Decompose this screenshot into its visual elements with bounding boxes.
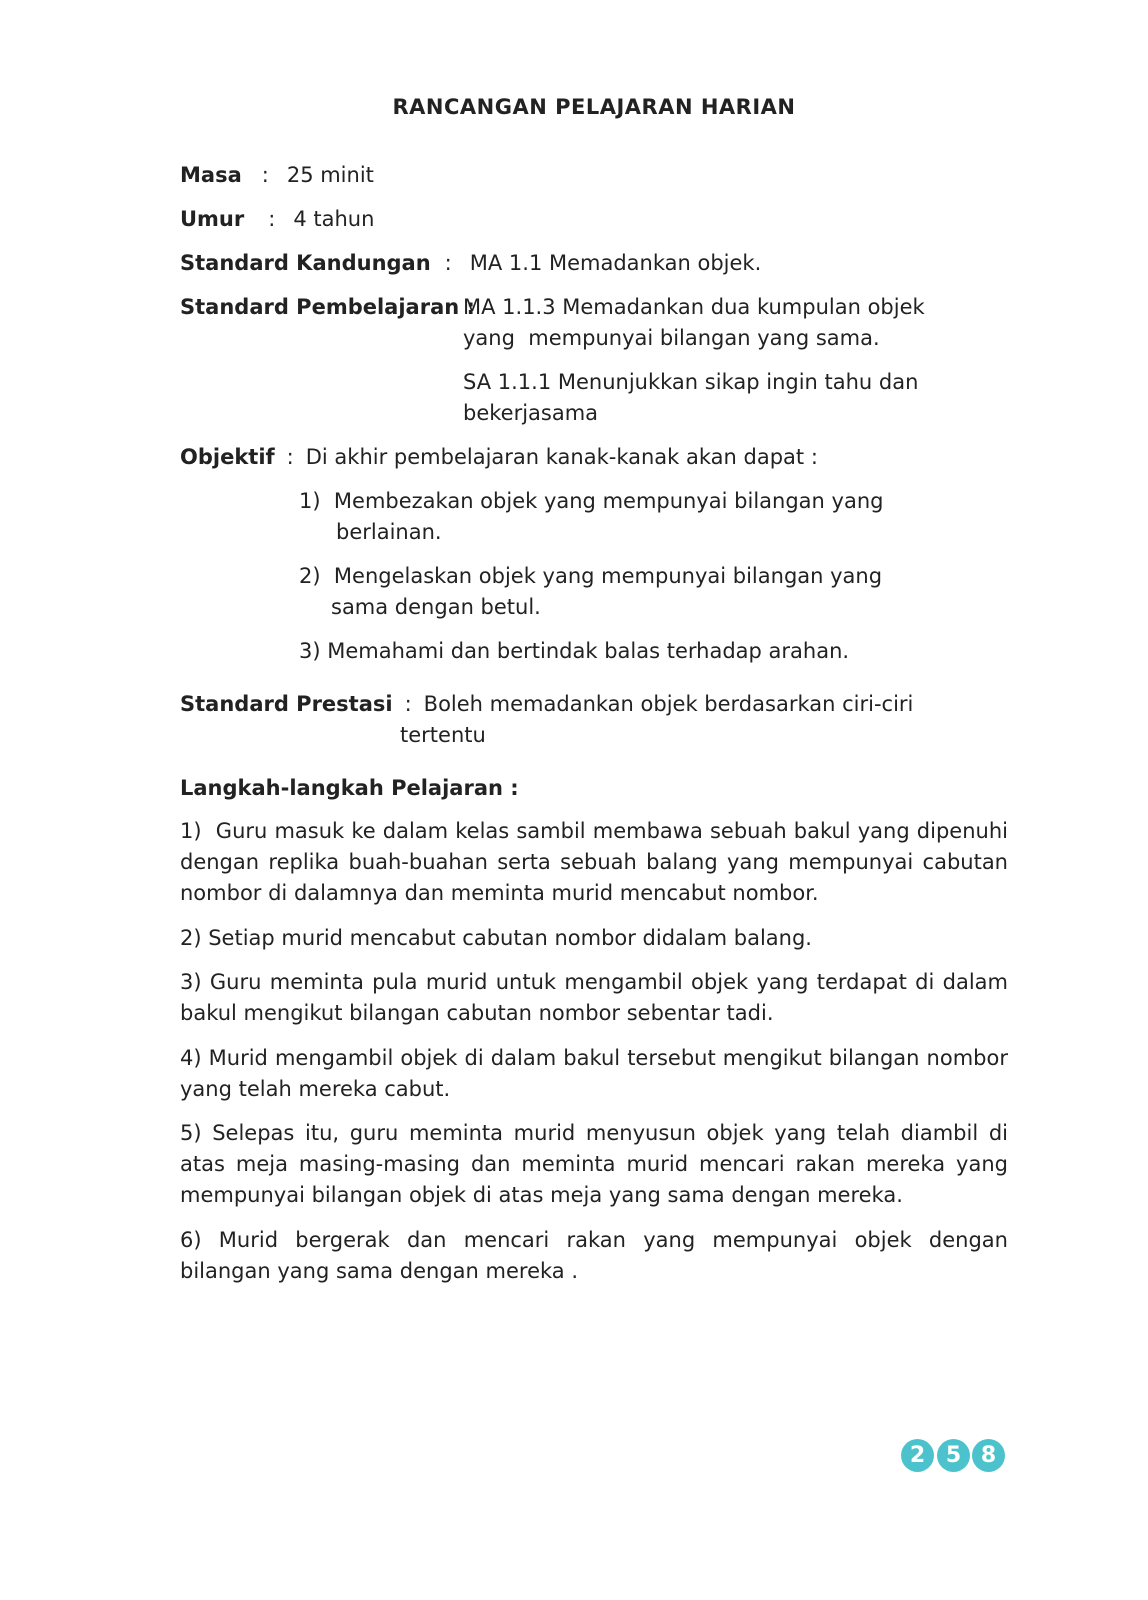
step: 2) Setiap murid mencabut cabutan nombor didalam balang. bbox=[180, 926, 812, 950]
masa-value: 25 minit bbox=[286, 163, 374, 187]
objektif-item: 3) Memahami dan bertindak balas terhadap arahan. bbox=[299, 639, 850, 663]
sp-line: bekerjasama bbox=[463, 401, 599, 425]
sp-line: MA 1.1.3 Memadankan dua kumpulan objek bbox=[463, 295, 925, 319]
masa-label: Masa bbox=[180, 163, 242, 187]
objektif-item: 1) Membezakan objek yang mempunyai bilangan yang bbox=[299, 489, 884, 513]
page-number-digit: 5 bbox=[937, 1439, 970, 1472]
step: 3) Guru meminta pula murid untuk mengambil objek yang terdapat di dalam bakul mengikut bilangan cabutan nombor sebentar tadi. bbox=[180, 970, 1008, 1025]
spr-line: Boleh memadankan objek berdasarkan ciri-ciri bbox=[423, 692, 914, 716]
objektif-intro: Di akhir pembelajaran kanak-kanak akan dapat : bbox=[305, 445, 818, 469]
step: 5) Selepas itu, guru meminta murid menyusun objek yang telah diambil di atas meja masing-masing dan meminta murid mencari rakan mereka yang mempunyai bilangan objek di atas meja yang sama dengan mereka. bbox=[180, 1121, 1008, 1207]
sk-value: MA 1.1 Memadankan objek. bbox=[469, 251, 762, 275]
masa-row: Masa : 25 minit bbox=[180, 163, 374, 187]
langkah-heading: Langkah-langkah Pelajaran : bbox=[180, 776, 519, 800]
sk-label: Standard Kandungan bbox=[180, 251, 431, 275]
page-number-digit: 8 bbox=[972, 1439, 1005, 1472]
step: 6) Murid bergerak dan mencari rakan yang mempunyai objek dengan bilangan yang sama dengan mereka . bbox=[180, 1228, 1008, 1283]
objektif-item: sama dengan betul. bbox=[331, 595, 541, 619]
umur-value: 4 tahun bbox=[293, 207, 375, 231]
objektif-row: Objektif : Di akhir pembelajaran kanak-kanak akan dapat : bbox=[180, 445, 818, 469]
sp-line: SA 1.1.1 Menunjukkan sikap ingin tahu dan bbox=[463, 370, 919, 394]
sp-label: Standard Pembelajaran : bbox=[180, 295, 475, 319]
page-title: RANCANGAN PELAJARAN HARIAN bbox=[392, 95, 796, 119]
objektif-item: berlainan. bbox=[336, 520, 442, 544]
spr-line: tertentu bbox=[400, 723, 486, 747]
page-number-digit: 2 bbox=[901, 1439, 934, 1472]
objektif-item: 2) Mengelaskan objek yang mempunyai bilangan yang bbox=[299, 564, 883, 588]
step: 4) Murid mengambil objek di dalam bakul tersebut mengikut bilangan nombor yang telah mereka cabut. bbox=[180, 1046, 1008, 1101]
spr-label: Standard Prestasi bbox=[180, 692, 393, 716]
sp-line: yang mempunyai bilangan yang sama. bbox=[463, 326, 880, 350]
objektif-label: Objektif bbox=[180, 445, 275, 469]
standard-prestasi-row: Standard Prestasi : Boleh memadankan objek berdasarkan ciri-ciri bbox=[180, 692, 914, 716]
umur-row: Umur : 4 tahun bbox=[180, 207, 375, 231]
step: 1) Guru masuk ke dalam kelas sambil membawa sebuah bakul yang dipenuhi dengan replika buah-buahan serta sebuah balang yang mempunyai cabutan nombor di dalamnya dan meminta murid mencabut nombor. bbox=[180, 819, 1015, 905]
standard-kandungan-row: Standard Kandungan : MA 1.1 Memadankan objek. bbox=[180, 251, 762, 275]
umur-label: Umur bbox=[180, 207, 245, 231]
